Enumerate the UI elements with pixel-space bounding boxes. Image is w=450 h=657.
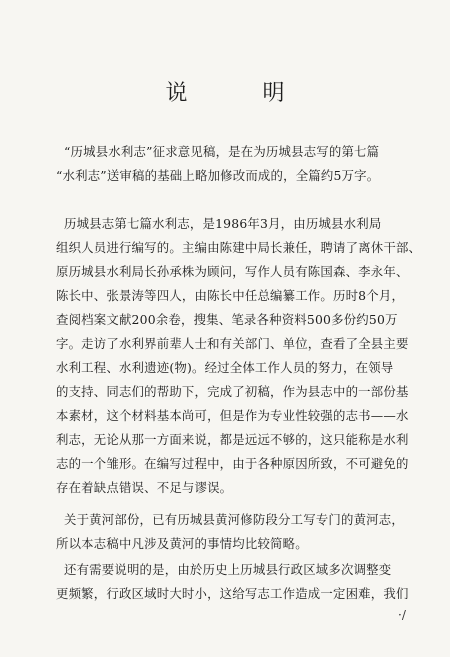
paragraph-1 [56, 140, 421, 188]
paragraph-line: 关于黄河部份，已有历城县黄河修防段分工写专门的黄河志， [64, 512, 404, 527]
paragraph-line: 的支持、同志们的帮助下，完成了初稿，作为县志中的一部份基 [56, 384, 409, 399]
paragraph-line: 字。走访了水利界前辈人士和有关部门、单位，查看了全县主要 [56, 336, 409, 351]
paragraph-line: 原历城县水利局长孙承株为顾问，写作人员有陈国森、李永年、 [56, 264, 409, 279]
footer-mark: ·/ [398, 608, 406, 622]
paragraph-line: 水利工程、水利遗迹(物)。经过全体工作人员的努力，在领导 [56, 360, 394, 375]
paragraph-line: “水利志”送审稿的基础上略加修改而成的，全篇约5万字。 [56, 168, 380, 183]
paragraph-line: 存在着缺点错误、不足与谬误。 [56, 480, 233, 495]
paragraph-line: 历城县志第七篇水利志，是1986年3月，由历城县水利局 [64, 216, 382, 231]
paragraph-line: 组织人员进行编写的。主编由陈建中局长兼任，聘请了离休干部、 [56, 240, 421, 255]
paragraph-line: “历城县水利志”征求意见稿，是在为历城县志写的第七篇 [64, 144, 380, 159]
paragraph-line: 所以本志稿中凡涉及黄河的事情均比较简略。 [56, 536, 308, 551]
page-title: 说 明 [165, 81, 319, 106]
paragraph-line: 本素材，这个材料基本尚可，但是作为专业性较强的志书——水 [56, 408, 409, 423]
paragraph-line: 更频繁，行政区域时大时小，这给写志工作造成一定困难，我们 [56, 586, 409, 601]
paragraph-line: 还有需要说明的是，由於历史上历城县行政区域多次调整变 [64, 562, 392, 577]
paragraph-line: 志的一个雏形。在编写过程中，由于各种原因所致，不可避免的 [56, 456, 409, 471]
paragraph-line: 查阅档案文献200余卷，搜集、笔录各种资料500多份约50万 [56, 312, 398, 327]
paragraph-3 [56, 508, 421, 556]
paragraph-line: 陈长中、张景涛等四人，由陈长中任总编纂工作。历时8个月， [56, 288, 405, 303]
paragraph-line: 利志，无论从那一方面来说，都是远远不够的，这只能称是水利 [56, 432, 409, 447]
paragraph-2 [56, 212, 421, 500]
paragraph-4 [56, 558, 421, 606]
